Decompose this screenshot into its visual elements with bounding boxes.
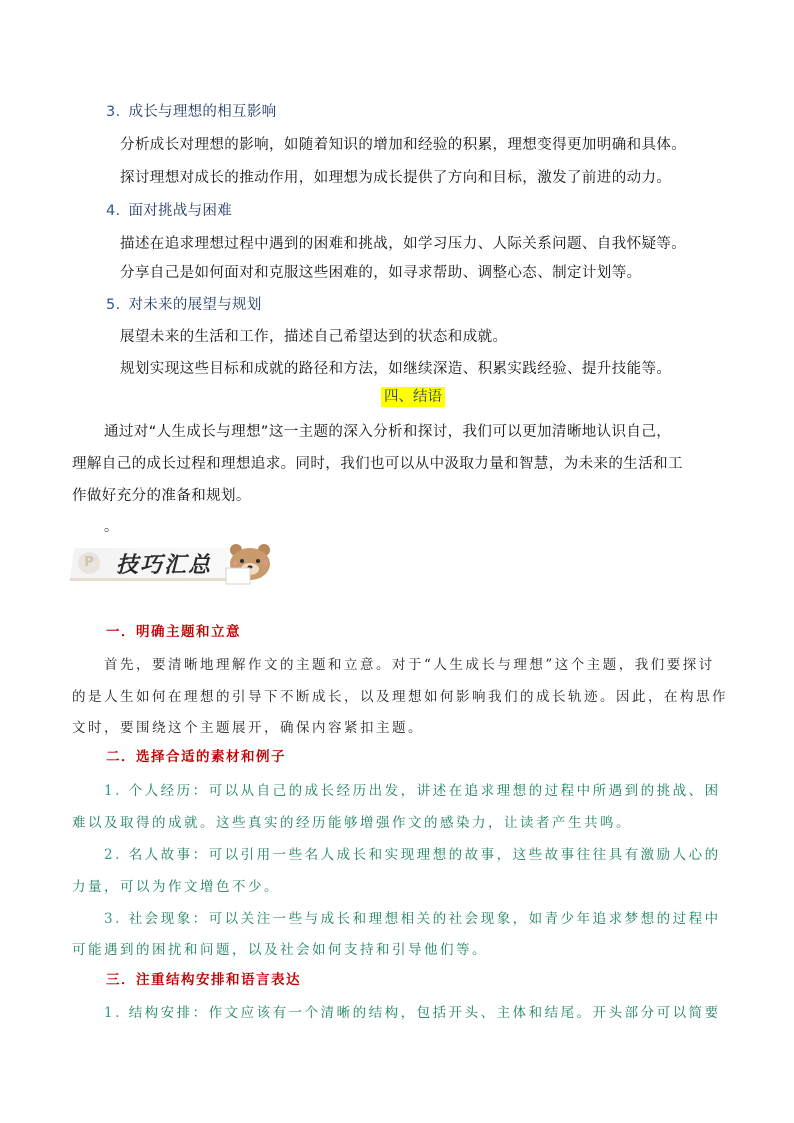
tip-paragraph-line: 首先，要清晰地理解作文的主题和立意。对于“人生成长与理想”这个主题，我们要探讨 bbox=[104, 657, 715, 673]
outline-number: 5. bbox=[106, 297, 121, 313]
outline-number: 3. bbox=[106, 104, 121, 120]
tip-item-line: 力量，可以为作文增色不少。 bbox=[72, 879, 280, 895]
tip-heading-3: 三．注重结构安排和语言表达 bbox=[106, 972, 301, 988]
outline-line: 分享自己是如何面对和克服这些困难的，如寻求帮助、调整心态、制定计划等。 bbox=[120, 265, 642, 281]
bear-mascot-icon bbox=[222, 540, 282, 585]
banner-logo-icon: P bbox=[78, 552, 100, 574]
banner-title: 技巧汇总 bbox=[116, 553, 213, 578]
outline-title: 成长与理想的相互影响 bbox=[128, 104, 277, 120]
tip-item-line bbox=[104, 907, 721, 927]
outline-heading-3 bbox=[106, 100, 276, 121]
outline-title: 对未来的展望与规划 bbox=[128, 297, 262, 313]
conclusion-line: 作做好充分的准备和规划。 bbox=[72, 488, 251, 504]
outline-heading-4 bbox=[106, 199, 232, 220]
outline-line: 探讨理想对成长的推动作用，如理想为成长提供了方向和目标，激发了前进的动力。 bbox=[120, 170, 672, 186]
outline-heading-5 bbox=[106, 293, 262, 314]
outline-line: 展望未来的生活和工作，描述自己希望达到的状态和成就。 bbox=[120, 329, 508, 345]
tip-paragraph-line: 文时，要围绕这个主题展开，确保内容紧扣主题。 bbox=[72, 720, 424, 736]
conclusion-line: 理解自己的成长过程和理想追求。同时，我们也可以从中汲取力量和智慧，为未来的生活和工 bbox=[72, 456, 683, 472]
tip-item-text: 个人经历：可以从自己的成长经历出发，讲述在追求理想的过程中所遇到的挑战、困 bbox=[128, 783, 721, 799]
tip-item-text: 社会现象：可以关注一些与成长和理想相关的社会现象，如青少年追求梦想的过程中 bbox=[128, 911, 721, 927]
tip-item-number: 1. bbox=[104, 1005, 122, 1021]
tip-heading-2: 二．选择合适的素材和例子 bbox=[106, 749, 286, 765]
tip-item-line: 难以及取得的成就。这些真实的经历能够增强作文的感染力，让读者产生共鸣。 bbox=[72, 815, 632, 831]
stray-period: 。 bbox=[104, 519, 118, 535]
conclusion-line: 通过对“人生成长与理想”这一主题的深入分析和探讨，我们可以更加清晰地认识自己， bbox=[104, 424, 672, 440]
tip-item-line bbox=[104, 779, 721, 799]
tip-item-text: 名人故事：可以引用一些名人成长和实现理想的故事，这些故事往往具有激励人心的 bbox=[128, 847, 721, 863]
tip-item-number: 3. bbox=[104, 911, 122, 927]
tips-banner bbox=[72, 540, 284, 585]
tip-paragraph-line: 的是人生如何在理想的引导下不断成长，以及理想如何影响我们的成长轨迹。因此，在构思作 bbox=[72, 689, 728, 705]
conclusion-title: 四、结语 bbox=[381, 387, 445, 407]
tip-item-line: 可能遇到的困扰和问题，以及社会如何支持和引导他们等。 bbox=[72, 942, 488, 958]
outline-title: 面对挑战与困难 bbox=[128, 203, 233, 219]
tip-item-text: 结构安排：作文应该有一个清晰的结构，包括开头、主体和结尾。开头部分可以简要 bbox=[128, 1005, 721, 1021]
tip-item-number: 2. bbox=[104, 847, 122, 863]
tip-item-line bbox=[104, 1001, 721, 1021]
tip-heading-1: 一．明确主题和立意 bbox=[106, 624, 241, 640]
outline-number: 4. bbox=[106, 203, 121, 219]
outline-line: 描述在追求理想过程中遇到的困难和挑战，如学习压力、人际关系问题、自我怀疑等。 bbox=[120, 236, 687, 252]
outline-line: 分析成长对理想的影响，如随着知识的增加和经验的积累，理想变得更加明确和具体。 bbox=[120, 137, 687, 153]
outline-line: 规划实现这些目标和成就的路径和方法，如继续深造、积累实践经验、提升技能等。 bbox=[120, 361, 672, 377]
tip-item-number: 1. bbox=[104, 783, 122, 799]
tip-item-line bbox=[104, 843, 721, 863]
